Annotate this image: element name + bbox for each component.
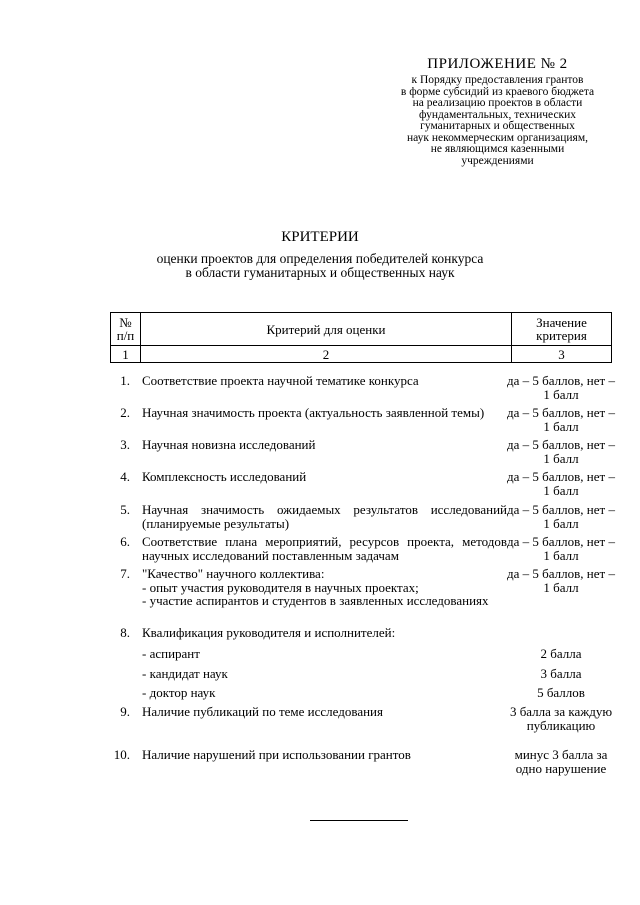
header-number: № п/п — [111, 313, 141, 346]
criterion-value: 3 балла за каждую публикацию — [509, 704, 613, 733]
header-value: Значение критерия — [512, 313, 612, 346]
criterion-text: - доктор наук — [142, 685, 216, 700]
appendix-line: наук некоммерческим организациям, — [406, 131, 588, 144]
criterion-text: Квалификация руководителя и исполнителей: — [142, 625, 396, 640]
document-subtitle: оценки проектов для определения победителей конкурса — [156, 251, 484, 266]
appendix-line: в форме субсидий из краевого бюджета — [400, 85, 595, 98]
appendix-line: не являющимся казенными — [430, 143, 565, 155]
criterion-text: Научная значимость ожидаемых результатов исследований (планируемые результаты) — [142, 502, 507, 531]
document-subtitle: в области гуманитарных и общественных наук — [185, 265, 455, 280]
column-index: 1 — [111, 346, 141, 363]
criterion-value: да – 5 баллов, нет – 1 балл — [507, 469, 615, 498]
criterion-subitem: - участие аспирантов и студентов в заявленных исследованиях — [142, 593, 489, 608]
criterion-value: да – 5 баллов, нет – 1 балл — [507, 405, 615, 434]
document-title: КРИТЕРИИ — [281, 229, 359, 245]
criterion-number: 2. — [120, 405, 130, 420]
criteria-table-header — [110, 312, 612, 363]
criterion-text: Соответствие проекта научной тематике конкурса — [142, 373, 419, 388]
criterion-text: Наличие публикаций по теме исследования — [142, 704, 383, 719]
appendix-block — [380, 56, 615, 167]
appendix-line: учреждениями — [461, 154, 534, 167]
appendix-title: ПРИЛОЖЕНИЕ № 2 — [427, 56, 568, 72]
criterion-value: 2 балла — [540, 646, 582, 661]
criterion-text-block — [142, 567, 507, 608]
criterion-value: да – 5 баллов, нет – 1 балл — [507, 502, 615, 531]
criterion-number: 4. — [120, 469, 130, 484]
criterion-number: 6. — [120, 534, 130, 549]
criterion-text: Соответствие плана мероприятий, ресурсов проекта, методов научных исследований поставленным задачам — [142, 534, 507, 563]
criterion-number: 3. — [120, 437, 130, 452]
criterion-text: Комплексность исследований — [142, 469, 307, 484]
criterion-value: 5 баллов — [537, 685, 585, 700]
criterion-number: 10. — [113, 747, 130, 762]
criterion-number: 7. — [120, 566, 130, 581]
appendix-line: гуманитарных и общественных — [420, 120, 575, 132]
closing-rule — [310, 820, 408, 821]
criterion-value: да – 5 баллов, нет – 1 балл — [507, 373, 615, 402]
criterion-number: 8. — [120, 625, 130, 640]
criterion-value: минус 3 балла за одно нарушение — [514, 747, 608, 776]
criterion-number: 1. — [120, 373, 130, 388]
appendix-line: фундаментальных, технических — [418, 108, 577, 121]
criterion-subitem: - опыт участия руководителя в научных проектах; — [142, 579, 419, 595]
criterion-text: Наличие нарушений при использовании грантов — [142, 747, 411, 762]
criterion-value: да – 5 баллов, нет – 1 балл — [507, 437, 615, 466]
criterion-value: да – 5 баллов, нет – 1 балл — [507, 566, 615, 595]
criterion-value: да – 5 баллов, нет – 1 балл — [507, 534, 615, 563]
criterion-text: Научная значимость проекта (актуальность заявленной темы) — [142, 405, 485, 420]
appendix-line: к Порядку предоставления грантов — [411, 74, 584, 86]
column-index: 3 — [512, 346, 612, 363]
criterion-text: Научная новизна исследований — [142, 437, 316, 452]
criterion-number: 9. — [120, 704, 130, 719]
column-index: 2 — [141, 346, 512, 363]
criterion-number: 5. — [120, 502, 130, 517]
criterion-text: "Качество" научного коллектива: — [142, 566, 325, 581]
criterion-text: - кандидат наук — [142, 666, 228, 681]
appendix-line: на реализацию проектов в области — [412, 97, 583, 109]
header-criterion: Критерий для оценки — [141, 313, 512, 346]
criterion-value: 3 балла — [540, 666, 582, 681]
criterion-text: - аспирант — [142, 646, 200, 661]
